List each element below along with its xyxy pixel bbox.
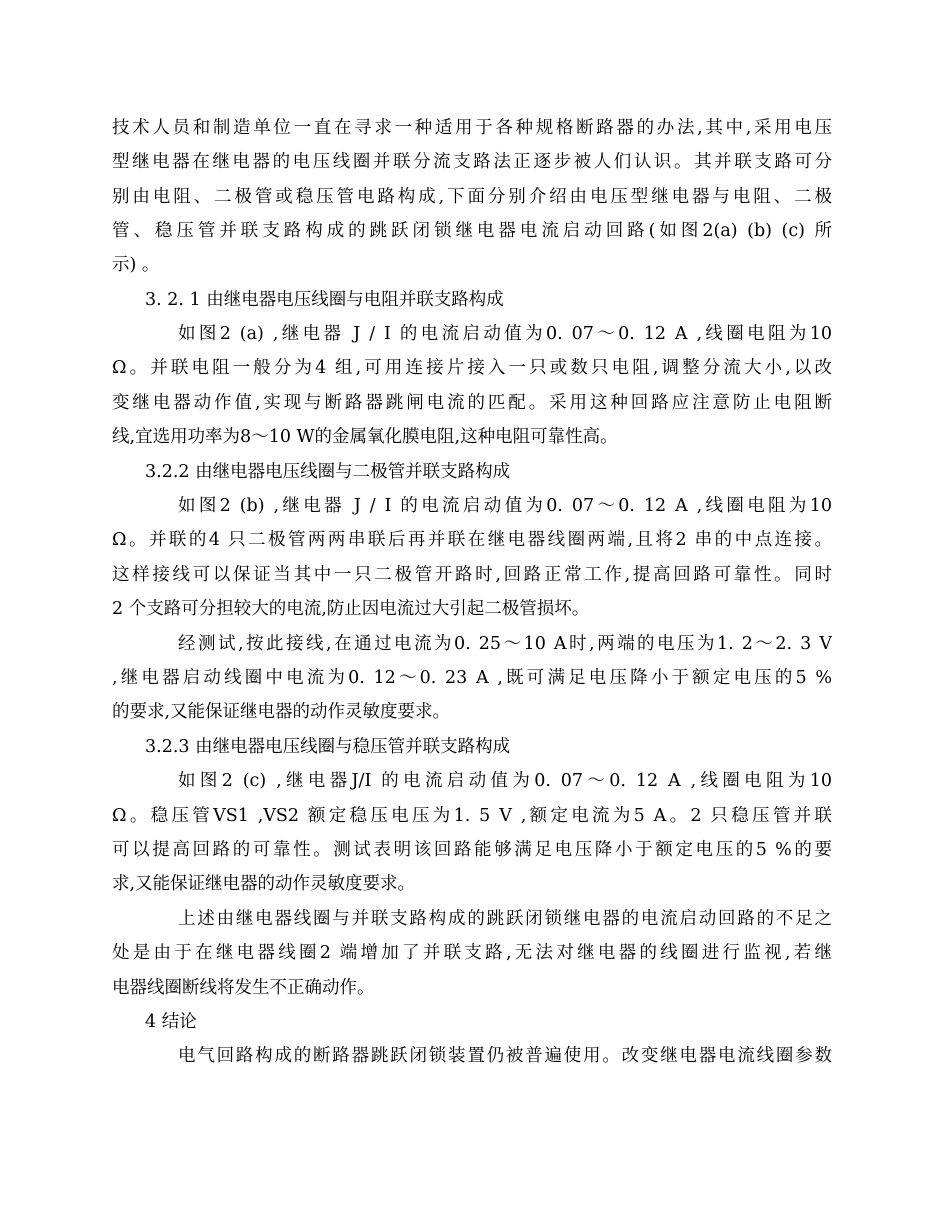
body-text-line: 别由电阻、二极管或稳压管电路构成,下面分别介绍由电压型继电器与电阻、二极 — [112, 187, 832, 207]
section-heading-3-2-2: 3.2.2 由继电器电压线圈与二极管并联支路构成 — [145, 462, 511, 482]
body-text-line: 求,又能保证继电器的动作灵敏度要求。 — [112, 874, 416, 894]
body-text-line: 技术人员和制造单位一直在寻求一种适用于各种规格断路器的办法,其中,采用电压 — [112, 118, 832, 138]
body-text-line: 示) 。 — [112, 255, 160, 275]
body-text-line: 线,宜选用功率为8～10 W的金属氧化膜电阻,这种电阻可靠性高。 — [112, 427, 618, 447]
body-text-line: 如图2 (a) ,继电器 J / I 的电流启动值为0. 07～0. 12 A ,线圈电阻为10 — [178, 324, 832, 344]
body-text-line: 如图2 (c) ,继电器J/I 的电流启动值为0. 07～0. 12 A ,线圈电阻为10 — [178, 771, 832, 791]
body-text-line: 2 个支路可分担较大的电流,防止因电流过大引起二极管损坏。 — [112, 599, 590, 619]
body-text-line: 这样接线可以保证当其中一只二极管开路时,回路正常工作,提高回路可靠性。同时 — [112, 565, 832, 585]
body-text-line: 电气回路构成的断路器跳跃闭锁装置仍被普遍使用。改变继电器电流线圈参数 — [178, 1046, 832, 1066]
body-text-line: 的要求,又能保证继电器的动作灵敏度要求。 — [112, 702, 451, 722]
body-text-line: 变继电器动作值,实现与断路器跳闸电流的匹配。采用这种回路应注意防止电阻断 — [112, 393, 832, 413]
body-text-line: 处是由于在继电器线圈2 端增加了并联支路,无法对继电器的线圈进行监视,若继 — [112, 943, 832, 963]
body-text-line: Ω。并联的4 只二极管两两串联后再并联在继电器线圈两端,且将2 串的中点连接。 — [112, 530, 832, 550]
body-text-line: 型继电器在继电器的电压线圈并联分流支路法正逐步被人们认识。其并联支路可分 — [112, 152, 832, 172]
body-text-line: 如图2 (b) ,继电器 J / I 的电流启动值为0. 07～0. 12 A ,线圈电阻为10 — [178, 496, 832, 516]
body-text-line: Ω。并联电阻一般分为4 组,可用连接片接入一只或数只电阻,调整分流大小,以改 — [112, 358, 832, 378]
body-text-line: Ω。稳压管VS1 ,VS2 额定稳压电压为1. 5 V ,额定电流为5 A。2 只稳压管并联 — [112, 806, 832, 826]
section-heading-3-2-3: 3.2.3 由继电器电压线圈与稳压管并联支路构成 — [145, 737, 511, 757]
body-text-line: 上述由继电器线圈与并联支路构成的跳跃闭锁继电器的电流启动回路的不足之 — [178, 909, 832, 929]
body-text-line: 经测试,按此接线,在通过电流为0. 25～10 A时,两端的电压为1. 2～2. 3 V — [178, 634, 832, 654]
body-text-line: 可以提高回路的可靠性。测试表明该回路能够满足电压降小于额定电压的5 %的要 — [112, 840, 832, 860]
section-heading-3-2-1: 3. 2. 1 由继电器电压线圈与电阻并联支路构成 — [145, 290, 504, 310]
body-text-line: 电器线圈断线将发生不正确动作。 — [112, 978, 375, 998]
body-text-line: 管、稳压管并联支路构成的跳跃闭锁继电器电流启动回路(如图2(a) (b) (c) 所 — [112, 221, 832, 241]
section-heading-4: 4 结论 — [145, 1012, 197, 1032]
body-text-line: ,继电器启动线圈中电流为0. 12～0. 23 A ,既可满足电压降小于额定电压的5 % — [112, 668, 832, 688]
